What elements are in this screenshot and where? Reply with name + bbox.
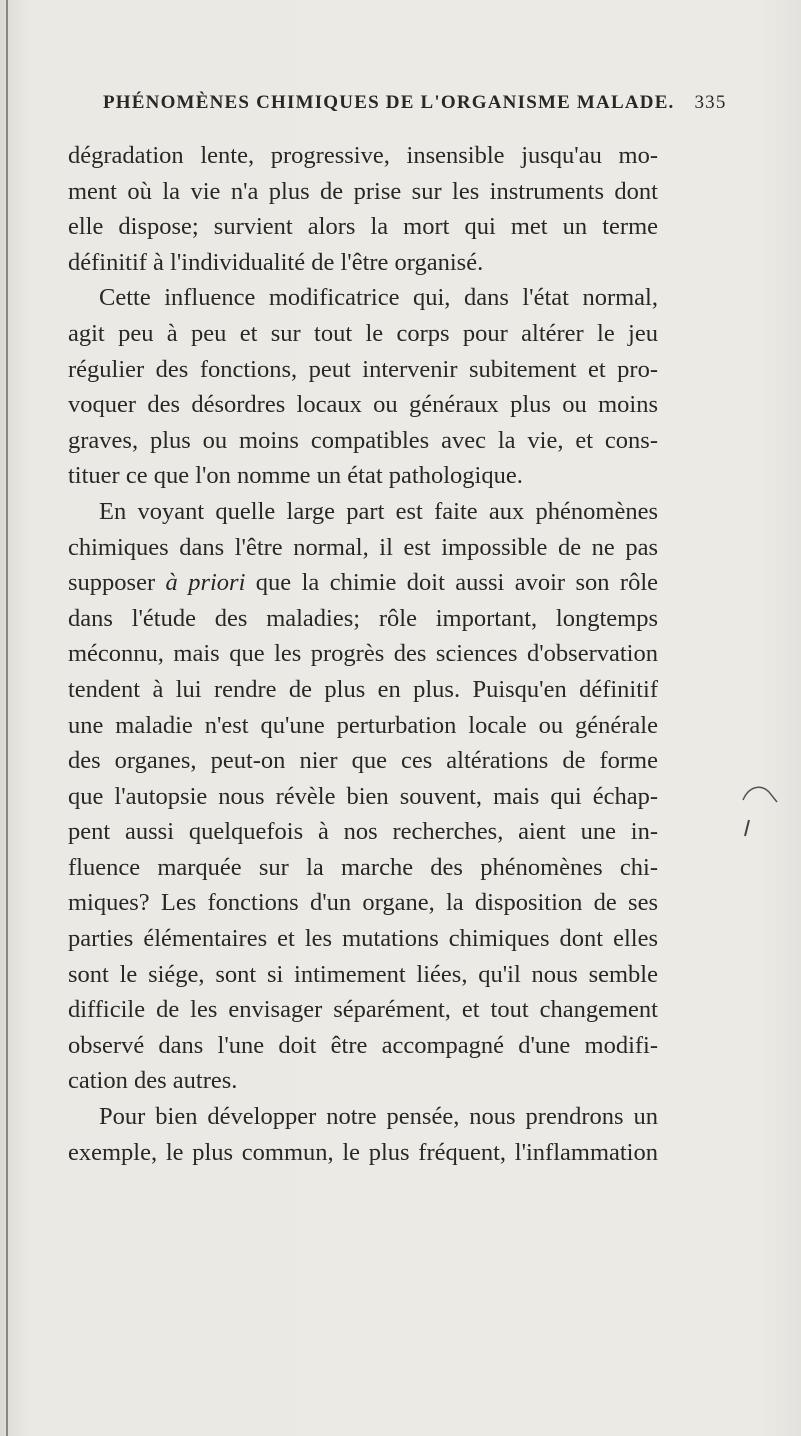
text-line: pent aussi quelquefois à nos recherches, aient une in-	[68, 818, 658, 846]
text-line: tendent à lui rendre de plus en plus. Puisqu'en définitif	[68, 675, 658, 703]
running-header	[103, 92, 763, 114]
text-line: voquer des désordres locaux ou généraux plus ou moins	[68, 391, 658, 419]
text-line: parties élémentaires et les mutations chimiques dont elles	[68, 925, 658, 953]
text-line: difficile de les envisager séparément, et tout changement	[68, 996, 658, 1024]
text-line: que l'autopsie nous révèle bien souvent, mais qui échap-	[68, 782, 658, 810]
italic-phrase: à priori	[165, 569, 246, 597]
text-run: supposer	[68, 569, 166, 597]
text-line: sont le siége, sont si intimement liées, qu'il nous semble	[68, 960, 658, 988]
text-line: définitif à l'individualité de l'être organisé.	[68, 248, 484, 276]
text-line: exemple, le plus commun, le plus fréquent, l'inflammation	[68, 1138, 658, 1166]
text-line: cation des autres.	[68, 1067, 238, 1095]
margin-pencil-marks	[735, 780, 795, 870]
text-line: En voyant quelle large part est faite aux phénomènes	[99, 497, 658, 525]
running-title: PHÉNOMÈNES CHIMIQUES DE L'ORGANISME MALADE.	[103, 92, 675, 113]
text-line: régulier des fonctions, peut intervenir subitement et pro-	[68, 355, 658, 383]
text-line: fluence marquée sur la marche des phénomènes chi-	[68, 853, 658, 881]
text-line: agit peu à peu et sur tout le corps pour altérer le jeu	[68, 319, 658, 347]
text-line: Cette influence modificatrice qui, dans l'état normal,	[99, 284, 658, 312]
text-line: graves, plus ou moins compatibles avec la vie, et cons-	[68, 426, 658, 454]
page-edge-shadow	[6, 0, 8, 1436]
text-line: méconnu, mais que les progrès des sciences d'observation	[68, 640, 658, 668]
text-line: miques? Les fonctions d'un organe, la disposition de ses	[68, 889, 658, 917]
text-line: elle dispose; survient alors la mort qui met un terme	[68, 213, 658, 241]
body-text	[68, 138, 658, 1170]
text-line: ment où la vie n'a plus de prise sur les instruments dont	[68, 177, 658, 205]
page-number: 335	[694, 92, 727, 113]
text-line: tituer ce que l'on nomme un état pathologique.	[68, 462, 523, 490]
text-line: dégradation lente, progressive, insensible jusqu'au mo-	[68, 142, 658, 169]
text-line: des organes, peut-on nier que ces altérations de forme	[68, 747, 658, 775]
text-line: une maladie n'est qu'une perturbation locale ou générale	[68, 711, 658, 739]
text-line: chimiques dans l'être normal, il est impossible de ne pas	[68, 533, 658, 561]
text-run: que la chimie doit aussi avoir son rôle	[245, 569, 659, 597]
text-line: observé dans l'une doit être accompagné d'une modifi-	[68, 1031, 658, 1059]
text-line: dans l'étude des maladies; rôle important, longtemps	[68, 604, 658, 632]
text-line: Pour bien développer notre pensée, nous prendrons un	[99, 1103, 658, 1131]
text-line	[68, 565, 658, 601]
